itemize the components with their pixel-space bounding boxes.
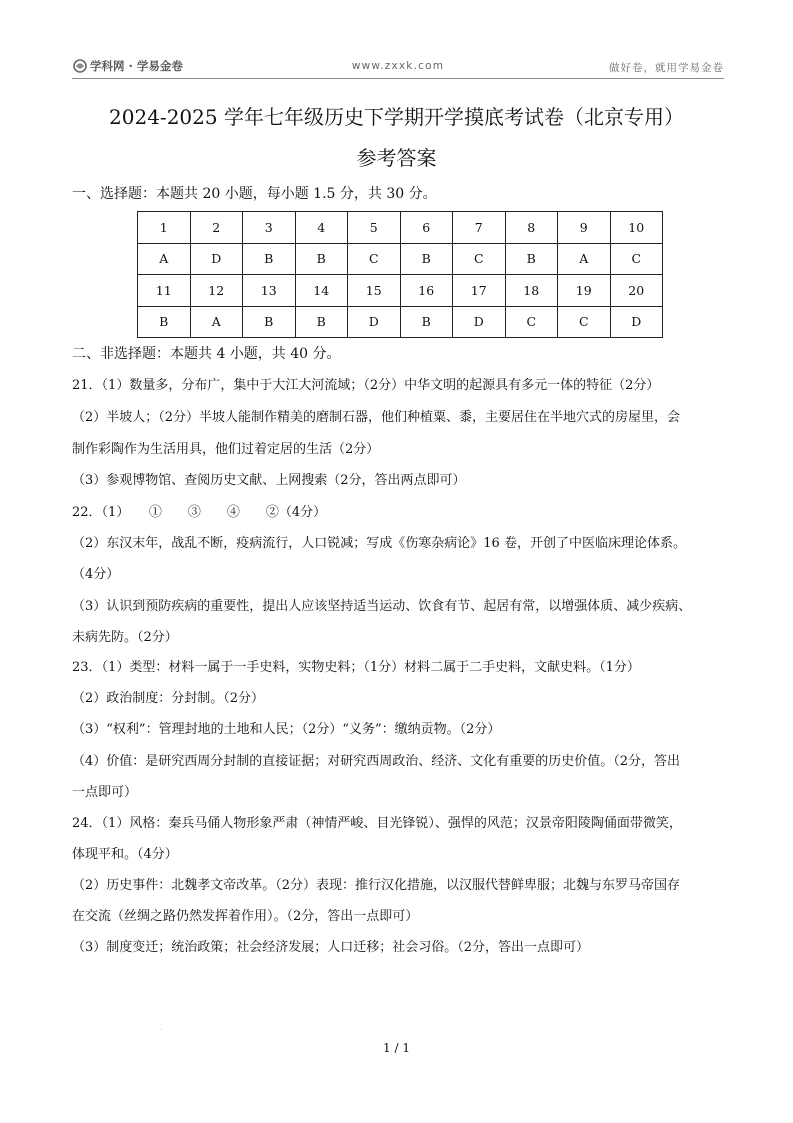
table-cell: 18: [505, 275, 558, 307]
page-header: [72, 56, 724, 78]
logo-text: 学科网 · 学易金卷: [90, 59, 183, 73]
answer-line: 一点即可）: [72, 785, 138, 800]
answer-line: （4）价值：是研究西周分封制的直接证据；对研究西周政治、经济、文化有重要的历史价值。（2分，答出: [72, 754, 681, 769]
table-cell: C: [453, 243, 506, 275]
table-cell: 17: [453, 275, 506, 307]
answer-line: （3）“权利”：管理封地的土地和人民；（2分）“义务”：缴纳贡物。（2分）: [72, 722, 501, 737]
answer-line: 23．（1）类型：材料一属于一手史料，实物史料；（1分）材料二属于二手史料，文献史料。（1分）: [72, 660, 640, 675]
table-cell: 6: [400, 212, 453, 244]
table-row: [138, 212, 663, 244]
table-cell: 3: [243, 212, 296, 244]
table-cell: C: [348, 243, 401, 275]
answer-line: 在交流（丝绸之路仍然发挥着作用）。（2分，答出一点即可）: [72, 909, 419, 924]
answer-line: （2）半坡人；（2分）半坡人能制作精美的磨制石器，他们种植粟、黍，主要居住在半地穴式的房屋里，会: [72, 410, 681, 425]
table-cell: A: [190, 306, 243, 338]
header-slogan: 做好卷，就用学易金卷: [609, 62, 724, 74]
answer-line: （2）东汉末年，战乱不断，疫病流行，人口锐减；写成《伤寒杂病论》16 卷，开创了中医临床理论体系。: [72, 536, 686, 551]
table-cell: B: [400, 243, 453, 275]
answer-line: （2）政治制度：分封制。（2分）: [72, 691, 265, 706]
table-cell: 5: [348, 212, 401, 244]
answer-table: [137, 211, 663, 338]
table-cell: 13: [243, 275, 296, 307]
answer-line: 24．（1）风格：秦兵马俑人物形象严肃（神情严峻、目光锋锐）、强悍的风范；汉景帝阳陵陶俑面带微笑，: [72, 816, 682, 831]
table-cell: 20: [610, 275, 663, 307]
answer-line: （3）认识到预防疾病的重要性，提出人应该坚持适当运动、饮食有节、起居有常，以增强体质、减少疾病、: [72, 599, 692, 614]
table-cell: B: [243, 243, 296, 275]
header-divider: [72, 78, 724, 79]
table-cell: 19: [558, 275, 611, 307]
table-cell: A: [558, 243, 611, 275]
page-number: 1 / 1: [383, 1041, 410, 1055]
table-cell: C: [558, 306, 611, 338]
table-cell: D: [348, 306, 401, 338]
table-cell: C: [505, 306, 558, 338]
table-cell: 9: [558, 212, 611, 244]
table-cell: B: [138, 306, 191, 338]
table-cell: 10: [610, 212, 663, 244]
table-cell: 11: [138, 275, 191, 307]
table-row: [138, 306, 663, 338]
answer-line: 未病先防。（2分）: [72, 630, 178, 645]
table-cell: A: [138, 243, 191, 275]
table-cell: 15: [348, 275, 401, 307]
answer-line: 21．（1）数量多，分布广，集中于大江大河流域；（2分）中华文明的起源具有多元一体的特征（2分）: [72, 378, 660, 393]
table-cell: D: [190, 243, 243, 275]
page-subtitle: 参考答案: [356, 146, 437, 170]
scan-mark: ·: [160, 1027, 162, 1034]
table-cell: C: [610, 243, 663, 275]
table-row: [138, 243, 663, 275]
answer-line: 22．（1） ① ③ ④ ②（4分）: [72, 505, 327, 520]
table-cell: 4: [295, 212, 348, 244]
table-cell: B: [505, 243, 558, 275]
answer-line: 制作彩陶作为生活用具，他们过着定居的生活（2分）: [72, 442, 380, 457]
table-cell: D: [453, 306, 506, 338]
answer-line: （2）历史事件：北魏孝文帝改革。（2分）表现：推行汉化措施，以汉服代替鲜卑服；北魏与东罗马帝国存: [72, 878, 681, 893]
table-cell: 14: [295, 275, 348, 307]
section-heading-choice: 一、选择题：本题共 20 小题，每小题 1.5 分，共 30 分。: [72, 186, 437, 202]
answer-line: （4分）: [72, 567, 120, 582]
table-cell: B: [295, 243, 348, 275]
table-cell: 7: [453, 212, 506, 244]
table-cell: 2: [190, 212, 243, 244]
table-cell: 12: [190, 275, 243, 307]
answer-line: （3）制度变迁；统治政策；社会经济发展；人口迁移；社会习俗。（2分，答出一点即可）: [72, 940, 590, 955]
section-heading-nonchoice: 二、非选择题：本题共 4 小题，共 40 分。: [72, 346, 341, 362]
table-cell: B: [243, 306, 296, 338]
table-cell: D: [610, 306, 663, 338]
table-row: [138, 275, 663, 307]
table-cell: B: [400, 306, 453, 338]
table-cell: 16: [400, 275, 453, 307]
page-title: 2024-2025 学年七年级历史下学期开学摸底考试卷（北京专用）: [109, 105, 684, 129]
answer-line: 体现平和。（4分）: [72, 847, 178, 862]
answer-line: （3）参观博物馆、查阅历史文献、上网搜索（2分，答出两点即可）: [72, 473, 466, 488]
table-cell: 8: [505, 212, 558, 244]
table-cell: 1: [138, 212, 191, 244]
table-cell: B: [295, 306, 348, 338]
site-url: www.zxxk.com: [351, 60, 445, 72]
